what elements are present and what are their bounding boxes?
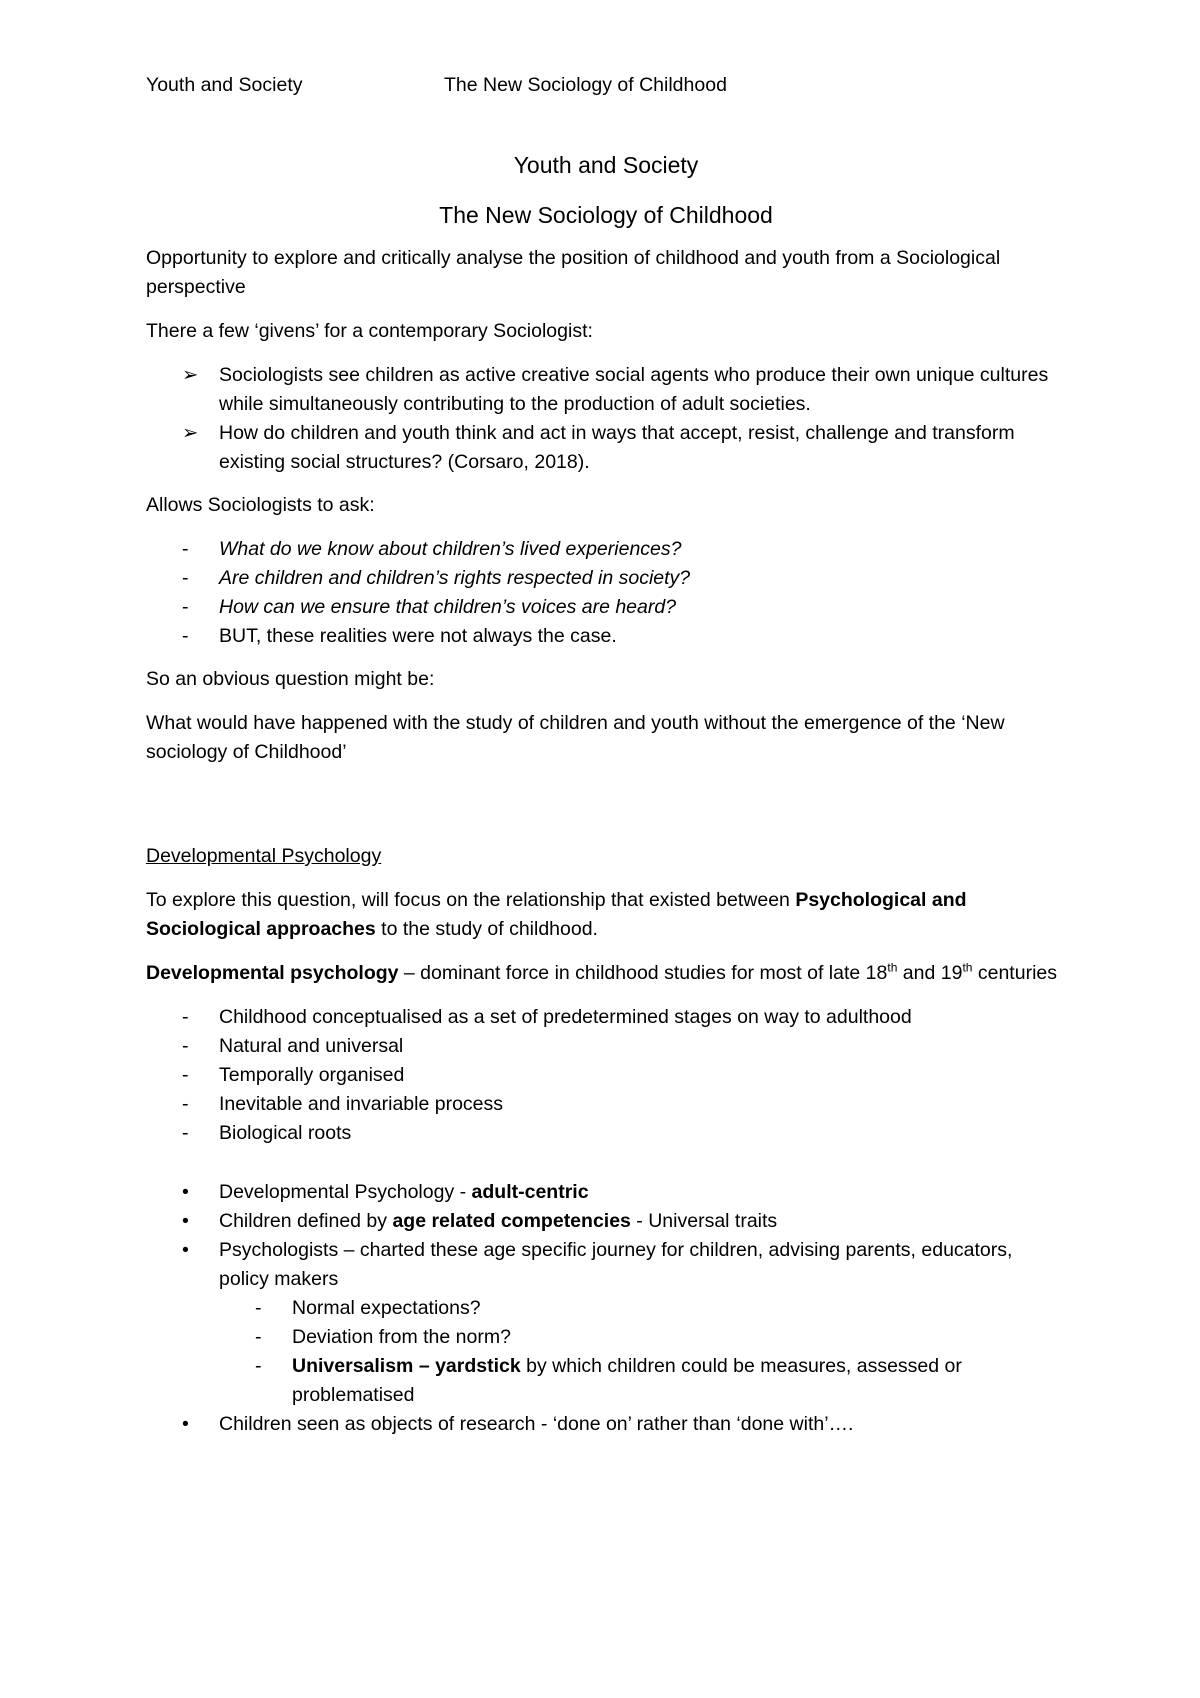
document-subtitle: The New Sociology of Childhood — [439, 202, 773, 228]
list-item: • Developmental Psychology - adult-centric — [146, 1178, 1066, 1207]
givens-lead: There a few ‘givens’ for a contemporary Sociologist: — [146, 320, 593, 342]
list-item: ➢ Sociologists see children as active creative social agents who produce their own unique cultures while simultaneously contributing to the production of adult societies. — [146, 361, 1066, 419]
list-item: - Inevitable and invariable process — [146, 1090, 1066, 1119]
dash-bullet-icon: - — [255, 1297, 262, 1319]
list-item: - Deviation from the norm? — [219, 1323, 1066, 1352]
devpsych-paragraph: Developmental psychology – dominant force in childhood studies for most of late 18th and 19th centuries — [146, 960, 1057, 984]
list-item: • Children seen as objects of research - ‘done on’ rather than ‘done with’…. — [146, 1410, 1066, 1439]
list-item: - Universalism – yardstick by which children could be measures, assessed or problematised — [219, 1352, 1066, 1410]
sub-list — [219, 1294, 1066, 1410]
header-right-text: The New Sociology of Childhood — [444, 74, 727, 96]
arrow-bullet-icon: ➢ — [182, 364, 199, 386]
ask-lead: Allows Sociologists to ask: — [146, 494, 375, 516]
list-item: - Normal expectations? — [219, 1294, 1066, 1323]
dash-bullet-icon: - — [255, 1355, 262, 1377]
list-item: - Temporally organised — [146, 1061, 1066, 1090]
dash-bullet-icon: - — [255, 1326, 262, 1348]
dash-bullet-icon: - — [182, 625, 189, 647]
bullet-list — [146, 1178, 1066, 1439]
dot-bullet-icon: • — [182, 1181, 189, 1203]
explore-paragraph: To explore this question, will focus on the relationship that existed between Psychological and Sociological approaches to the study of childhood. — [146, 889, 967, 940]
list-item: - What do we know about children’s lived experiences? — [146, 535, 1066, 564]
page-header — [146, 74, 1146, 104]
list-item: - Biological roots — [146, 1119, 1066, 1148]
header-left-text: Youth and Society — [146, 74, 303, 96]
document-body — [146, 148, 1066, 1453]
dot-bullet-icon: • — [182, 1239, 189, 1261]
dash-bullet-icon: - — [182, 1064, 189, 1086]
list-item: - Natural and universal — [146, 1032, 1066, 1061]
list-item: • Children defined by age related competencies - Universal traits — [146, 1207, 1066, 1236]
obvious-question: What would have happened with the study of children and youth without the emergence of the ‘New sociology of Childhood’ — [146, 712, 1005, 763]
spacer — [146, 1162, 1066, 1178]
list-item: • Psychologists – charted these age specific journey for children, advising parents, educators, policy makers - Normal expectations? - Deviation from the norm? - Universalism – yardstick by which children could be measures, assessed or problematised — [146, 1236, 1066, 1410]
dash-bullet-icon: - — [182, 567, 189, 589]
givens-list — [146, 361, 1066, 477]
dash-bullet-icon: - — [182, 538, 189, 560]
list-item: - BUT, these realities were not always the case. — [146, 622, 1066, 651]
dash-bullet-icon: - — [182, 1006, 189, 1028]
list-item: - Childhood conceptualised as a set of predetermined stages on way to adulthood — [146, 1003, 1066, 1032]
questions-list — [146, 535, 1066, 651]
intro-paragraph: Opportunity to explore and critically analyse the position of childhood and youth from a Sociological perspective — [146, 247, 1001, 298]
characteristics-list — [146, 1003, 1066, 1148]
dot-bullet-icon: • — [182, 1210, 189, 1232]
dash-bullet-icon: - — [182, 1122, 189, 1144]
document-title: Youth and Society — [513, 152, 699, 178]
dash-bullet-icon: - — [182, 1035, 189, 1057]
dash-bullet-icon: - — [182, 1093, 189, 1115]
list-item: ➢ How do children and youth think and act in ways that accept, resist, challenge and transform existing social structures? (Corsaro, 2018). — [146, 419, 1066, 477]
list-item: - Are children and children’s rights respected in society? — [146, 564, 1066, 593]
obvious-lead: So an obvious question might be: — [146, 668, 435, 690]
dot-bullet-icon: • — [182, 1413, 189, 1435]
arrow-bullet-icon: ➢ — [182, 422, 199, 444]
spacer — [146, 782, 1066, 842]
dash-bullet-icon: - — [182, 596, 189, 618]
list-item: - How can we ensure that children’s voices are heard? — [146, 593, 1066, 622]
section-heading: Developmental Psychology — [146, 845, 382, 867]
